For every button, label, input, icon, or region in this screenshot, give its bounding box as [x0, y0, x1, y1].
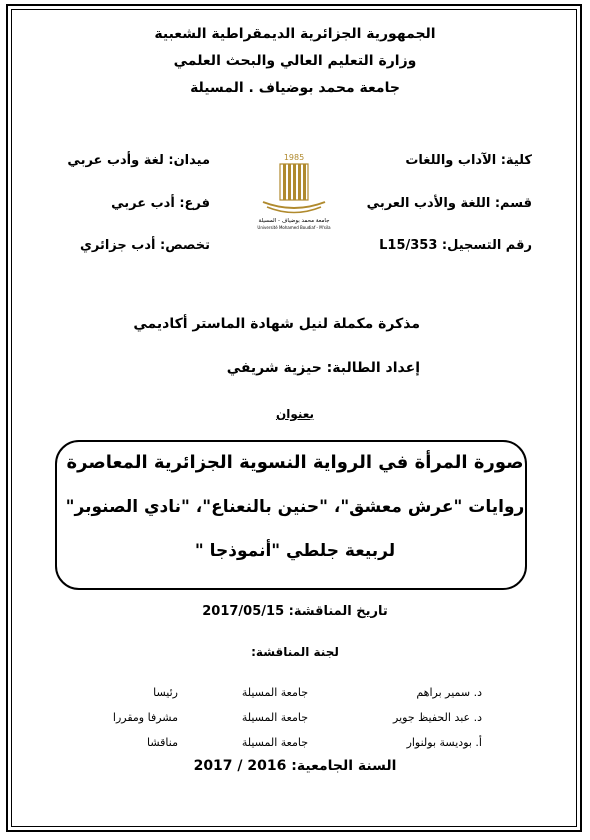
- jury-role: مشرفا ومقررا: [112, 711, 178, 724]
- jury-name: د. عبد الحفيظ جوير: [393, 711, 482, 724]
- jury-name: أ. بوديسة بولنوار: [406, 736, 482, 749]
- title-line1: صورة المرأة في الرواية النسوية الجزائرية المعاصرة: [66, 452, 524, 473]
- title-line3: لربيعة جلطي "أنموذجا ": [194, 541, 396, 561]
- memo-type: مذكرة مكملة لنيل شهادة الماستر أكاديمي: [133, 316, 420, 332]
- defense-date: تاريخ المناقشة: 2017/05/15: [202, 604, 388, 619]
- title-label: بعنوان: [275, 407, 315, 421]
- department-label: قسم: اللغة والأدب العربي: [366, 196, 532, 211]
- jury-role: مناقشا: [147, 736, 178, 749]
- branch-label: فرع: أدب عربي: [111, 196, 210, 211]
- jury-name: د. سمير براهم: [416, 686, 482, 699]
- jury-university: جامعة المسيلة: [241, 711, 308, 724]
- logo-name-fr: Université Mohamed Boudiaf - M'sila: [257, 225, 331, 230]
- logo-name-ar: جامعة محمد بوضياف - المسيلة: [258, 218, 330, 224]
- logo-year: 1985: [283, 153, 305, 162]
- specialty-label: تخصص: أدب جزائري: [79, 238, 210, 253]
- header-university: جامعة محمد بوضياف . المسيلة: [190, 80, 400, 96]
- university-logo: [249, 150, 339, 232]
- header-republic: الجمهورية الجزائرية الديمقراطية الشعبية: [154, 26, 436, 42]
- title-line2: روايات "عرش معشق"، "حنين بالنعناع"، "نادي الصنوبر": [65, 497, 525, 517]
- faculty-label: كلية: الآداب واللغات: [405, 153, 532, 168]
- jury-university: جامعة المسيلة: [241, 736, 308, 749]
- registration-label: رقم التسجيل: L15/353: [379, 238, 532, 253]
- committee-label: لجنة المناقشة:: [251, 645, 339, 659]
- jury-university: جامعة المسيلة: [241, 686, 308, 699]
- field-label: ميدان: لغة وأدب عربي: [67, 153, 210, 168]
- jury-role: رئيسا: [153, 686, 178, 699]
- prepared-by: إعداد الطالبة: حيزية شريفي: [226, 360, 420, 376]
- academic-year: السنة الجامعية: 2016 / 2017: [193, 758, 397, 774]
- header-ministry: وزارة التعليم العالي والبحث العلمي: [173, 53, 417, 69]
